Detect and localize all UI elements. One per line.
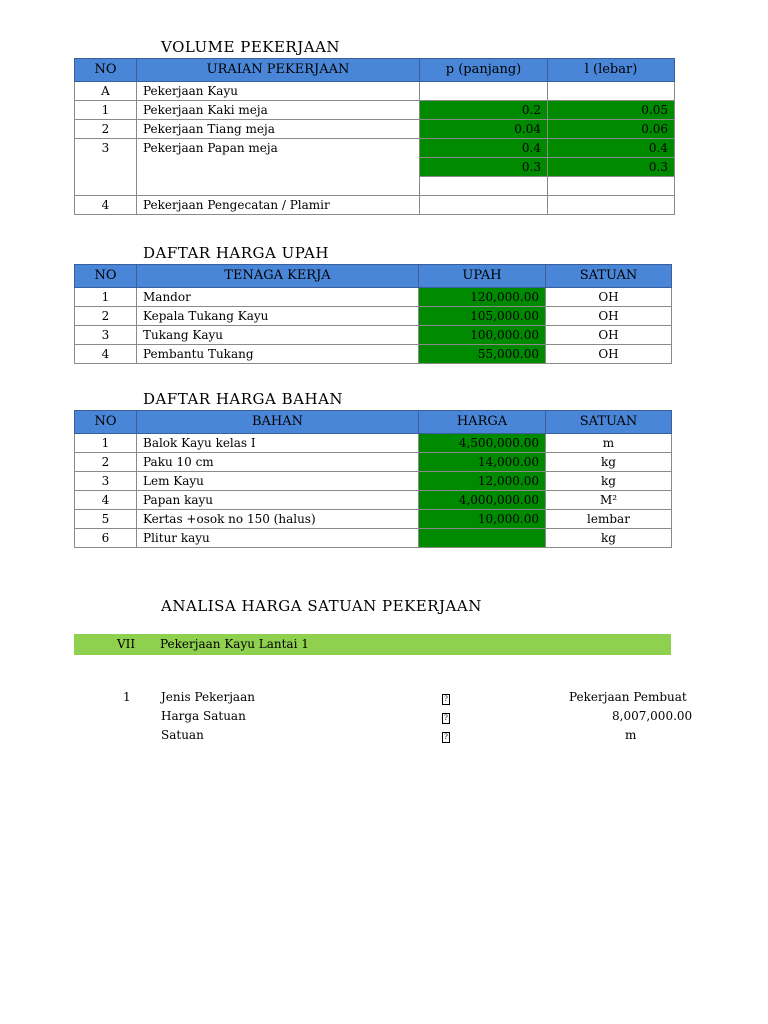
table-row (75, 326, 672, 345)
cell-satuan: OH (546, 307, 672, 326)
cell-bahan: Kertas +osok no 150 (halus) (137, 510, 419, 529)
cell-lebar (548, 82, 675, 101)
header-satuan: SATUAN (546, 411, 672, 434)
cell-upah: 100,000.00 (419, 326, 546, 345)
table-row (75, 491, 672, 510)
table-row (75, 453, 672, 472)
cell-harga: 12,000.00 (419, 472, 546, 491)
cell-panjang: 0.2 (420, 101, 548, 120)
cell-no: 3 (75, 139, 137, 158)
band-code: VII (117, 637, 136, 651)
cell-no (75, 158, 137, 177)
section-band (74, 634, 671, 655)
row-label-satuan: Satuan (161, 728, 204, 742)
cell-panjang (420, 82, 548, 101)
cell-uraian: Pekerjaan Papan meja (137, 139, 420, 158)
cell-harga: 4,500,000.00 (419, 434, 546, 453)
cell-no: 2 (75, 453, 137, 472)
table-row (75, 82, 675, 101)
cell-no: 6 (75, 529, 137, 548)
row-value-jenis: Pekerjaan Pembuat (569, 690, 687, 704)
header-tenaga-kerja: TENAGA KERJA (137, 265, 419, 288)
cell-tenaga: Kepala Tukang Kayu (137, 307, 419, 326)
cell-lebar: 0.3 (548, 158, 675, 177)
analisa-title: ANALISA HARGA SATUAN PEKERJAAN (161, 597, 482, 615)
cell-panjang: 0.3 (420, 158, 548, 177)
cell-panjang: 0.04 (420, 120, 548, 139)
bahan-title: DAFTAR HARGA BAHAN (143, 390, 344, 408)
separator-box-icon: ? (442, 707, 450, 726)
cell-tenaga: Mandor (137, 288, 419, 307)
header-harga: HARGA (419, 411, 546, 434)
cell-bahan: Lem Kayu (137, 472, 419, 491)
cell-panjang: 0.4 (420, 139, 548, 158)
cell-upah: 105,000.00 (419, 307, 546, 326)
cell-harga: 10,000.00 (419, 510, 546, 529)
cell-panjang (420, 196, 548, 215)
row-label-jenis: Jenis Pekerjaan (161, 690, 255, 704)
header-uraian: URAIAN PEKERJAAN (137, 59, 420, 82)
band-label: Pekerjaan Kayu Lantai 1 (160, 637, 309, 651)
cell-no: 2 (75, 120, 137, 139)
row-value-harga: 8,007,000.00 (612, 709, 693, 723)
cell-satuan: kg (546, 472, 672, 491)
upah-title: DAFTAR HARGA UPAH (143, 244, 329, 262)
cell-uraian: Pekerjaan Tiang meja (137, 120, 420, 139)
upah-header-row (75, 265, 672, 288)
cell-tenaga: Pembantu Tukang (137, 345, 419, 364)
cell-uraian (137, 158, 420, 177)
cell-lebar (548, 196, 675, 215)
header-satuan: SATUAN (546, 265, 672, 288)
table-row (75, 434, 672, 453)
cell-bahan: Paku 10 cm (137, 453, 419, 472)
cell-uraian: Pekerjaan Pengecatan / Plamir (137, 196, 420, 215)
separator-box-icon: ? (442, 726, 450, 745)
cell-satuan: kg (546, 529, 672, 548)
cell-uraian (137, 177, 420, 196)
cell-uraian: Pekerjaan Kaki meja (137, 101, 420, 120)
cell-lebar: 0.4 (548, 139, 675, 158)
cell-no: 4 (75, 196, 137, 215)
cell-no: 4 (75, 491, 137, 510)
volume-table (74, 58, 675, 215)
header-no: NO (75, 59, 137, 82)
cell-no: 2 (75, 307, 137, 326)
cell-uraian: Pekerjaan Kayu (137, 82, 420, 101)
table-row (75, 196, 675, 215)
header-lebar: l (lebar) (548, 59, 675, 82)
row-label-harga: Harga Satuan (161, 709, 246, 723)
cell-no: 3 (75, 326, 137, 345)
upah-table (74, 264, 672, 364)
cell-no (75, 177, 137, 196)
separator-box-icon: ? (442, 688, 450, 707)
cell-harga: 14,000.00 (419, 453, 546, 472)
cell-satuan: OH (546, 345, 672, 364)
cell-satuan: OH (546, 288, 672, 307)
cell-no: 3 (75, 472, 137, 491)
volume-header-row (75, 59, 675, 82)
cell-upah: 120,000.00 (419, 288, 546, 307)
table-row (75, 510, 672, 529)
table-row (75, 158, 675, 177)
cell-lebar: 0.05 (548, 101, 675, 120)
header-panjang: p (panjang) (420, 59, 548, 82)
header-bahan: BAHAN (137, 411, 419, 434)
cell-no: 1 (75, 434, 137, 453)
table-row (75, 529, 672, 548)
cell-bahan: Plitur kayu (137, 529, 419, 548)
header-no: NO (75, 411, 137, 434)
cell-no: 4 (75, 345, 137, 364)
table-row (75, 472, 672, 491)
cell-satuan: M² (546, 491, 672, 510)
bahan-table (74, 410, 672, 548)
table-row (75, 177, 675, 196)
cell-no: 1 (75, 288, 137, 307)
cell-satuan: m (546, 434, 672, 453)
cell-upah: 55,000.00 (419, 345, 546, 364)
table-row (75, 307, 672, 326)
cell-lebar: 0.06 (548, 120, 675, 139)
header-no: NO (75, 265, 137, 288)
cell-panjang (420, 177, 548, 196)
table-row (75, 120, 675, 139)
cell-satuan: OH (546, 326, 672, 345)
volume-title: VOLUME PEKERJAAN (161, 38, 341, 56)
cell-satuan: kg (546, 453, 672, 472)
cell-tenaga: Tukang Kayu (137, 326, 419, 345)
cell-lebar (548, 177, 675, 196)
cell-bahan: Papan kayu (137, 491, 419, 510)
cell-harga: 4,000,000.00 (419, 491, 546, 510)
item-number: 1 (123, 690, 131, 704)
table-row (75, 101, 675, 120)
table-row (75, 345, 672, 364)
bahan-header-row (75, 411, 672, 434)
cell-harga (419, 529, 546, 548)
cell-bahan: Balok Kayu kelas I (137, 434, 419, 453)
header-upah: UPAH (419, 265, 546, 288)
table-row (75, 139, 675, 158)
cell-no: 5 (75, 510, 137, 529)
cell-no: 1 (75, 101, 137, 120)
cell-no: A (75, 82, 137, 101)
row-value-satuan: m (625, 728, 637, 742)
table-row (75, 288, 672, 307)
cell-satuan: lembar (546, 510, 672, 529)
